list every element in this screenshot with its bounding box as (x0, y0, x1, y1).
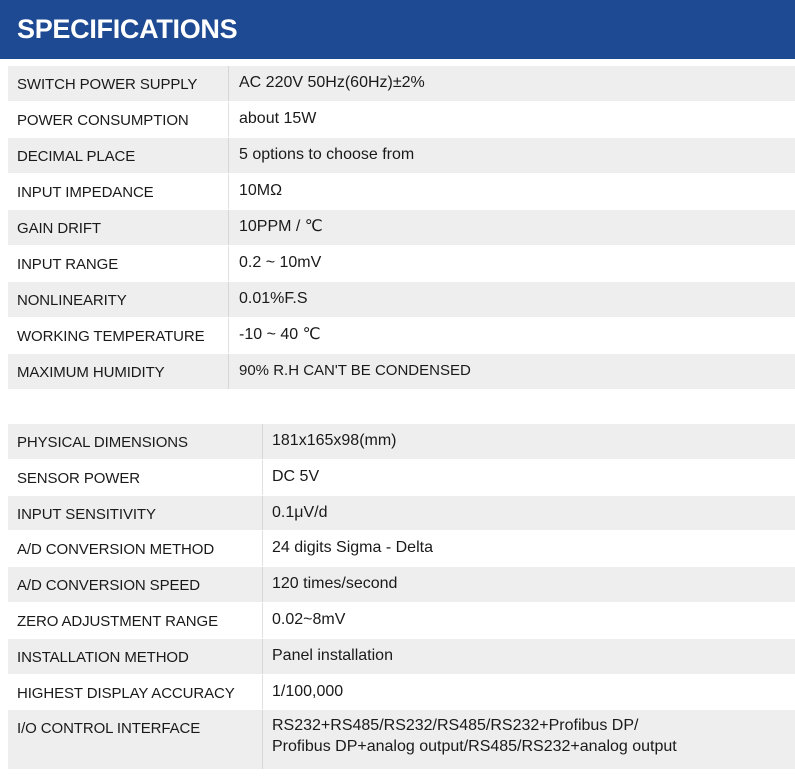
spec-table-electrical (8, 65, 795, 389)
spec-row (8, 245, 795, 281)
spec-row (8, 566, 795, 602)
spec-value: 1/100,000 (272, 682, 344, 700)
spec-value: 0.01%F.S (239, 290, 308, 307)
spec-value (272, 715, 677, 757)
column-divider (228, 174, 229, 209)
column-divider (228, 102, 229, 137)
spec-value: 90% R.H CAN'T BE CONDENSED (239, 362, 471, 379)
spec-value-line: RS232+RS485/RS232/RS485/RS232+Profibus DP/ (272, 717, 639, 735)
column-divider (228, 210, 229, 245)
column-divider (262, 639, 263, 674)
spec-row (8, 638, 795, 674)
spec-row (8, 101, 795, 137)
spec-key: WORKING TEMPERATURE (17, 328, 205, 345)
column-divider (228, 138, 229, 173)
spec-row (8, 353, 795, 389)
spec-value: 0.1μV/d (272, 503, 328, 521)
column-divider (228, 66, 229, 101)
spec-key: MAXIMUM HUMIDITY (17, 364, 165, 381)
column-divider (262, 603, 263, 638)
column-divider (228, 246, 229, 281)
spec-key: INPUT RANGE (17, 256, 119, 273)
spec-value: -10 ~ 40 ℃ (239, 326, 321, 343)
spec-key: A/D CONVERSION METHOD (17, 541, 215, 559)
spec-row (8, 530, 795, 566)
spec-key: POWER CONSUMPTION (17, 112, 189, 129)
spec-value: 120 times/second (272, 575, 398, 593)
spec-value: 24 digits Sigma - Delta (272, 539, 433, 557)
column-divider (262, 460, 263, 495)
column-divider (262, 710, 263, 769)
spec-key: SENSOR POWER (17, 469, 140, 487)
spec-key: PHYSICAL DIMENSIONS (17, 434, 188, 451)
spec-table-physical (8, 423, 795, 769)
spec-row (8, 602, 795, 638)
spec-row (8, 173, 795, 209)
column-divider (228, 282, 229, 317)
spec-row (8, 137, 795, 173)
spec-key: INSTALLATION METHOD (17, 648, 189, 666)
spec-row (8, 65, 795, 101)
spec-row (8, 459, 795, 495)
column-divider (228, 354, 229, 389)
spec-key: INPUT SENSITIVITY (17, 505, 156, 523)
column-divider (262, 567, 263, 602)
spec-key: NONLINEARITY (17, 292, 127, 309)
column-divider (262, 424, 263, 459)
spec-row (8, 423, 795, 459)
spec-key: I/O CONTROL INTERFACE (17, 720, 201, 738)
spec-value: 5 options to choose from (239, 146, 415, 163)
spec-value: AC 220V 50Hz(60Hz)±2% (239, 74, 425, 91)
spec-value: 10PPM / ℃ (239, 218, 323, 235)
spec-value: DC 5V (272, 467, 320, 485)
spec-key: HIGHEST DISPLAY ACCURACY (17, 684, 235, 702)
spec-key: DECIMAL PLACE (17, 148, 136, 165)
spec-header (0, 0, 795, 59)
spec-value: 181x165x98(mm) (272, 432, 397, 449)
column-divider (228, 318, 229, 353)
spec-value-line: Profibus DP+analog output/RS485/RS232+analog output (272, 738, 677, 756)
spec-key: ZERO ADJUSTMENT RANGE (17, 612, 218, 630)
spec-key: INPUT IMPEDANCE (17, 184, 154, 201)
spec-row (8, 709, 795, 769)
spec-value: about 15W (239, 110, 317, 127)
spec-value: 10MΩ (239, 182, 283, 199)
spec-row (8, 674, 795, 710)
column-divider (262, 675, 263, 710)
spec-key: SWITCH POWER SUPPLY (17, 76, 198, 93)
spec-key: GAIN DRIFT (17, 220, 101, 237)
column-divider (262, 531, 263, 566)
spec-value: 0.2 ~ 10mV (239, 254, 322, 271)
spec-row (8, 317, 795, 353)
spec-key: A/D CONVERSION SPEED (17, 577, 201, 595)
spec-row (8, 209, 795, 245)
spec-value: 0.02~8mV (272, 610, 346, 628)
column-divider (262, 496, 263, 531)
spec-row (8, 495, 795, 531)
spec-value: Panel installation (272, 646, 393, 664)
spec-row (8, 281, 795, 317)
page-title: SPECIFICATIONS (17, 14, 238, 44)
